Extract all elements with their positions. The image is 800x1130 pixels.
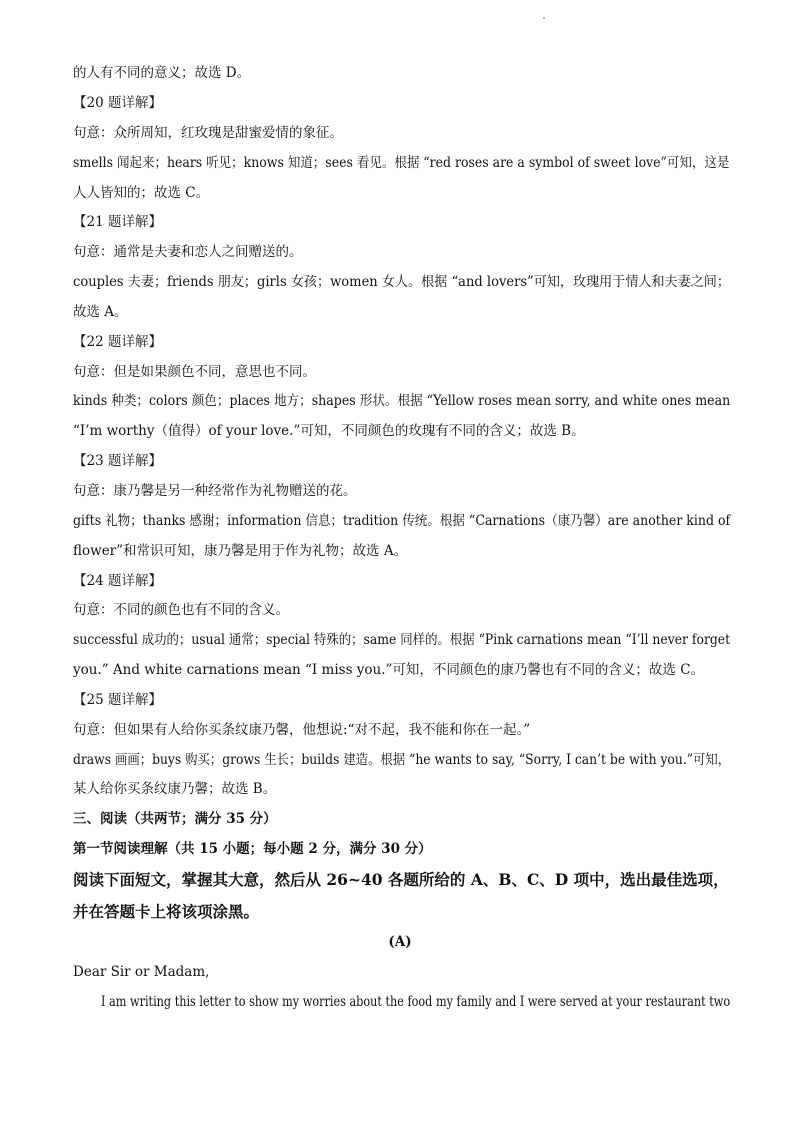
- instruction-line: 并在答题卡上将该项涂黑。: [73, 902, 260, 921]
- text-line: 句意：不同的颜色也有不同的含义。: [73, 602, 289, 618]
- letter-body-line: I am writing this letter to show my worries about the food my family and I were served at your restaurant two: [101, 994, 731, 1010]
- text-line: “I’m worthy（值得）of your love.”可知，不同颜色的玫瑰有不同的含义；故选 B。: [73, 423, 585, 439]
- question-heading-21: 【21 题详解】: [73, 214, 162, 230]
- text-line: gifts 礼物；thanks 感谢；information 信息；tradition 传统。根据 “Carnations（康乃馨）are another kind of: [73, 513, 731, 529]
- text-line: 句意：康乃馨是另一种经常作为礼物赠送的花。: [73, 483, 357, 499]
- text-line: 人人皆知的；故选 C。: [73, 185, 210, 201]
- text-line: draws 画画；buys 购买；grows 生长；builds 建造。根据 “he wants to say, “Sorry, I can’t be with you.”可知，: [73, 752, 731, 768]
- text-line: 句意：众所周知，红玫瑰是甜蜜爱情的象征。: [73, 125, 343, 141]
- text-line: couples 夫妻；friends 朋友；girls 女孩；women 女人。根据 “and lovers”可知，玫瑰用于情人和夫妻之间；: [73, 274, 730, 290]
- scan-mark: [543, 17, 545, 19]
- section-title: 三、阅读（共两节；满分 35 分）: [73, 811, 277, 827]
- question-heading-23: 【23 题详解】: [73, 453, 162, 469]
- question-heading-25: 【25 题详解】: [73, 692, 162, 708]
- subsection-title: 第一节阅读理解（共 15 小题；每小题 2 分，满分 30 分）: [73, 841, 432, 857]
- text-line: 句意：但是如果颜色不同，意思也不同。: [73, 364, 316, 380]
- text-line: 句意：但如果有人给你买条纹康乃馨，他想说:“对不起，我不能和你在一起。”: [73, 722, 531, 738]
- text-line: 某人给你买条纹康乃馨；故选 B。: [73, 781, 277, 797]
- text-line: kinds 种类；colors 颜色；places 地方；shapes 形状。根据 “Yellow roses mean sorry, and white ones mean: [73, 393, 731, 409]
- text-line: you.” And white carnations mean “I miss you.”可知，不同颜色的康乃馨也有不同的含义；故选 C。: [73, 662, 705, 678]
- text-line: 句意：通常是夫妻和恋人之间赠送的。: [73, 244, 303, 260]
- text-line: flower”和常识可知，康乃馨是用于作为礼物；故选 A。: [73, 543, 408, 559]
- passage-label: (A): [388, 934, 412, 950]
- text-line: 的人有不同的意义；故选 D。: [73, 65, 251, 81]
- instruction-line: 阅读下面短文，掌握其大意，然后从 26~40 各题所给的 A、B、C、D 项中，选出最佳选项，: [73, 870, 729, 889]
- question-heading-24: 【24 题详解】: [73, 573, 162, 589]
- text-line: smells 闻起来；hears 听见；knows 知道；sees 看见。根据 “red roses are a symbol of sweet love”可知，这是: [73, 155, 730, 171]
- question-heading-22: 【22 题详解】: [73, 334, 162, 350]
- letter-salutation: Dear Sir or Madam,: [73, 964, 210, 980]
- question-heading-20: 【20 题详解】: [73, 95, 162, 111]
- text-line: successful 成功的；usual 通常；special 特殊的；same 同样的。根据 “Pink carnations mean “I’ll never forget: [73, 632, 731, 648]
- text-line: 故选 A。: [73, 304, 128, 320]
